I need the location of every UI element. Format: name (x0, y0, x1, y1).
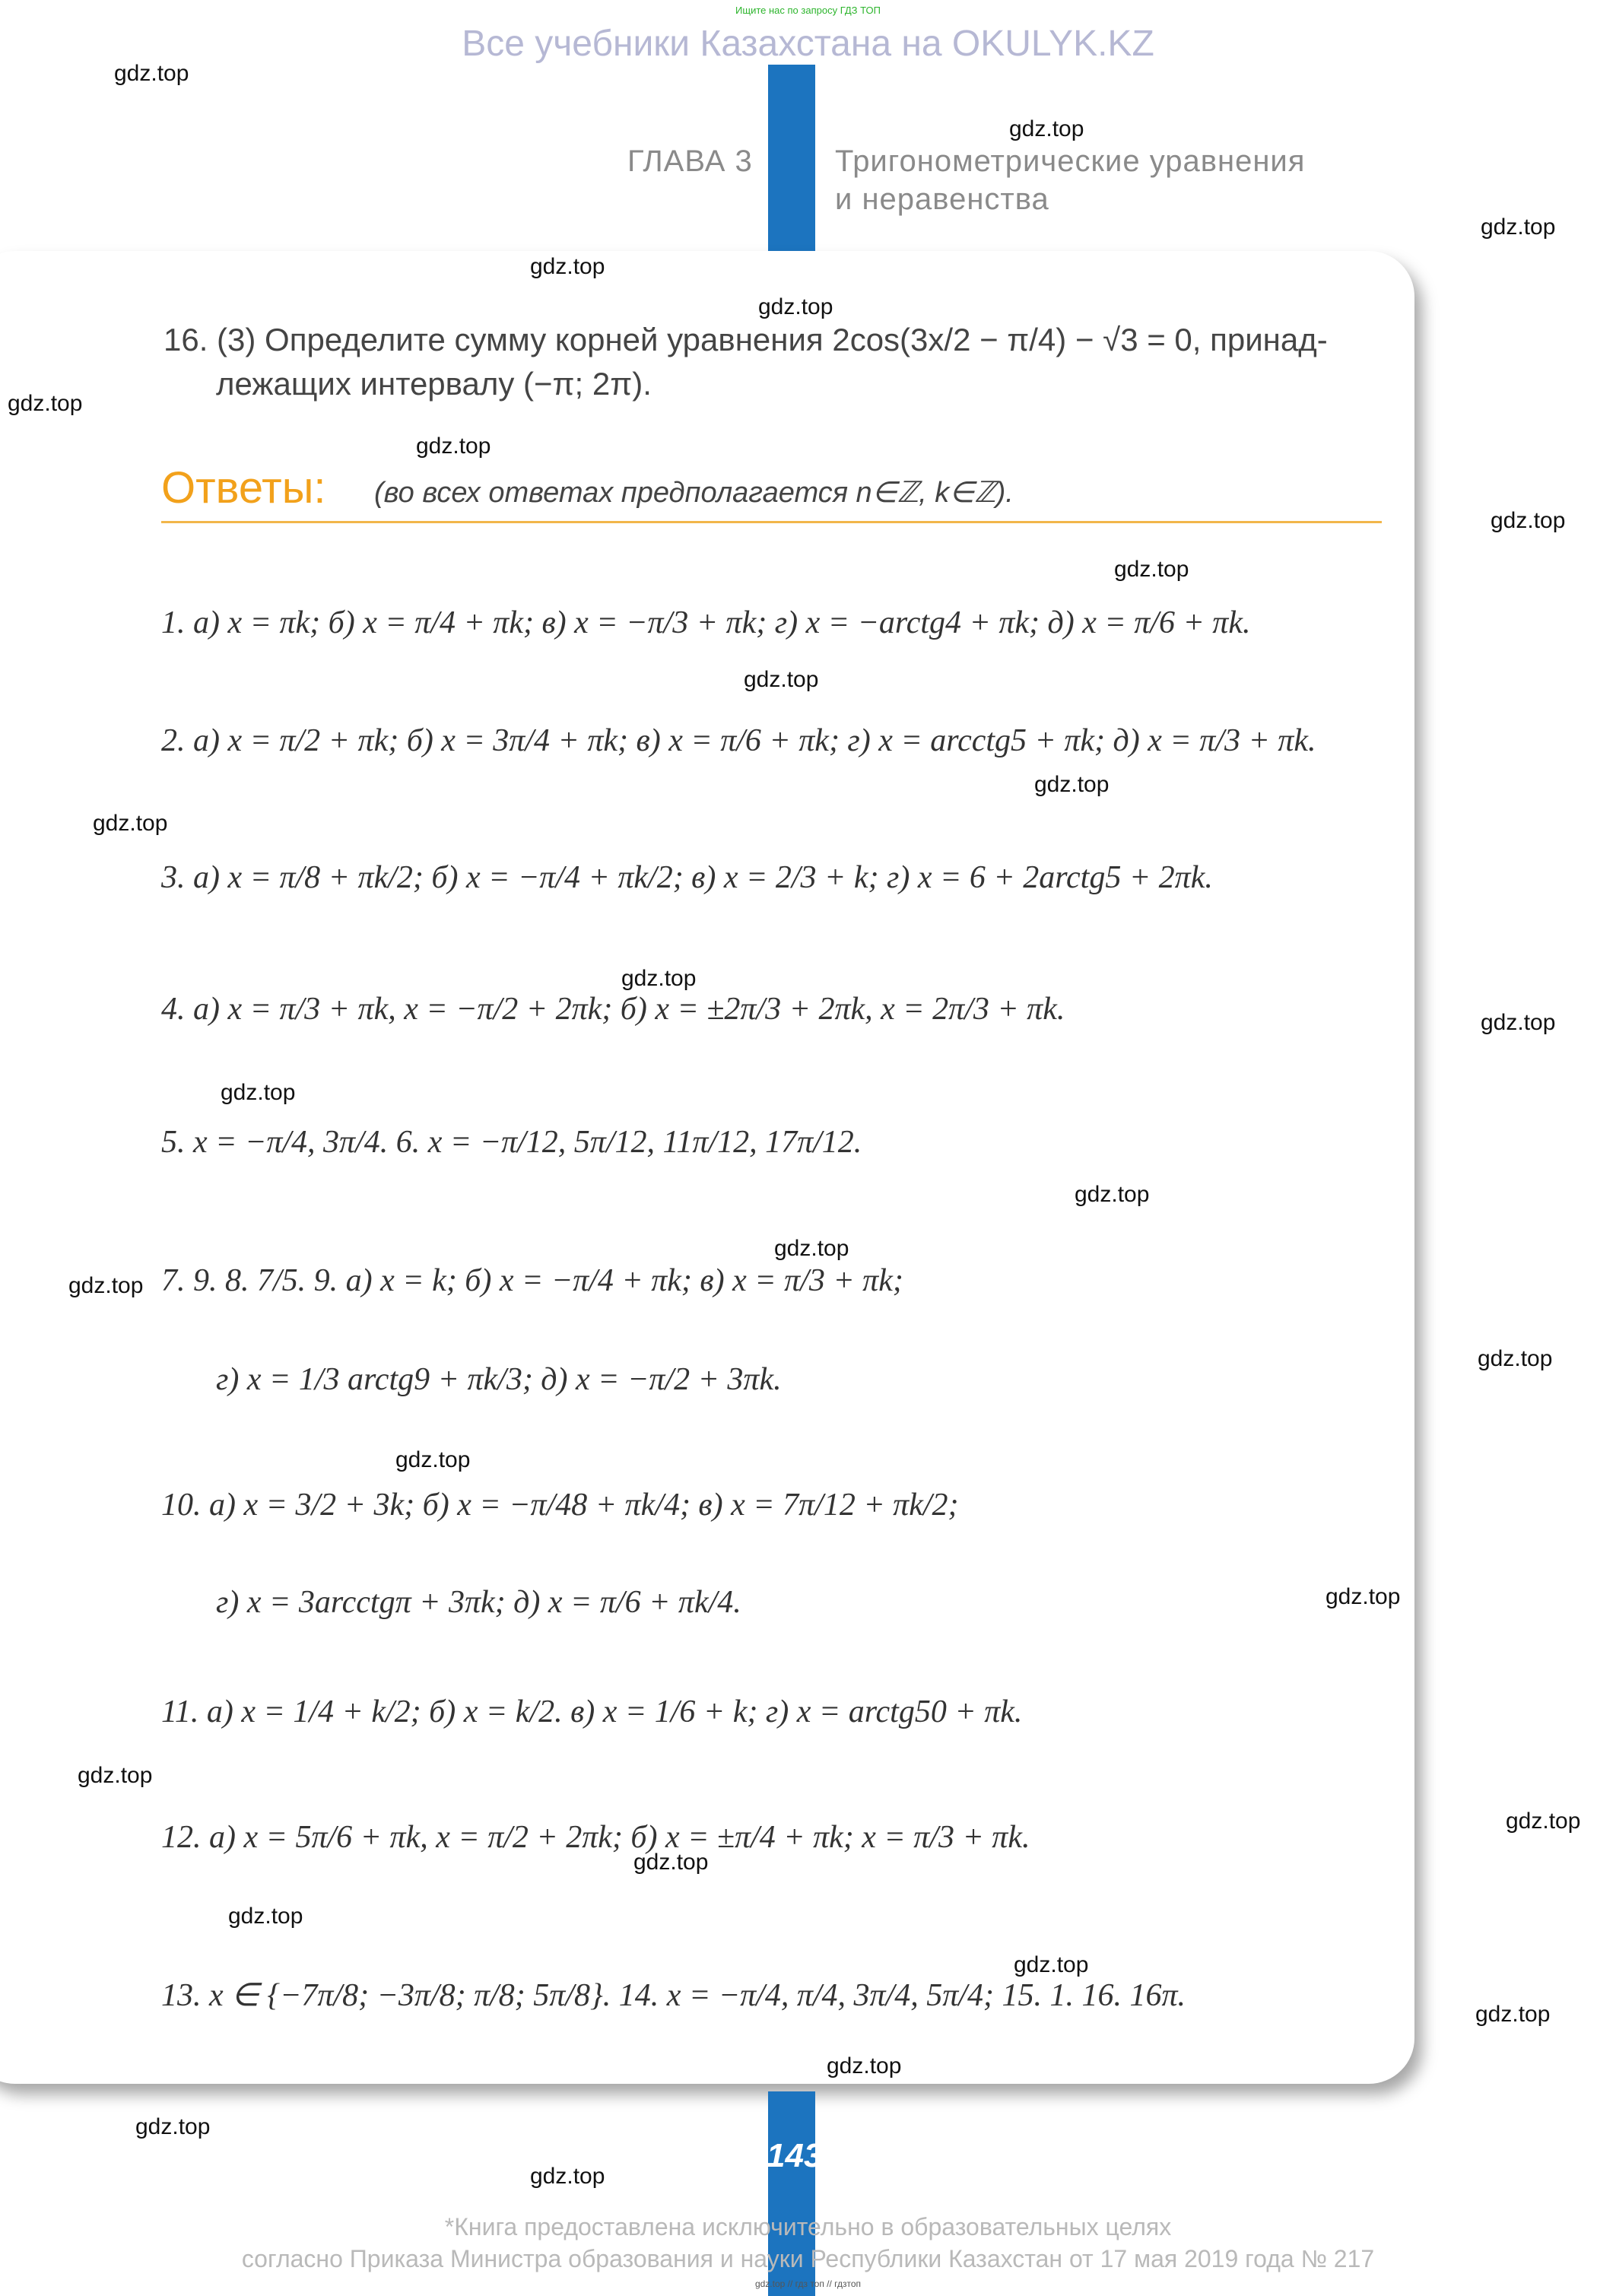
watermark: gdz.top (1034, 772, 1110, 797)
answer-row-3: 3. а) x = π/8 + πk/2; б) x = −π/4 + πk/2; в) x = 2/3 + k; г) x = 6 + 2arctg5 + 2πk. (161, 860, 1213, 895)
answer-row-1: 1. а) x = πk; б) x = π/4 + πk; в) x = −π/3 + πk; г) x = −arctg4 + πk; д) x = π/6 + πk. (161, 605, 1251, 640)
watermark: gdz.top (827, 2053, 902, 2078)
answer-row-10-cont: г) x = 3arcctgπ + 3πk; д) x = π/6 + πk/4. (216, 1585, 741, 1620)
watermark: gdz.top (530, 2164, 605, 2189)
watermark: gdz.top (1481, 1010, 1556, 1035)
answer-row-4: 4. а) x = π/3 + πk, x = −π/2 + 2πk; б) x = ±2π/3 + 2πk, x = 2π/3 + πk. (161, 992, 1065, 1027)
watermark: gdz.top (1114, 557, 1189, 582)
footer-line2: согласно Приказа Министра образования и науки Республики Казахстан от 17 мая 2019 года № 217 (241, 2245, 1375, 2272)
watermark: gdz.top (395, 1447, 471, 1472)
watermark: gdz.top (1478, 1346, 1553, 1371)
watermark: gdz.top (774, 1236, 849, 1261)
chapter-title-line2: и неравенства (835, 183, 1049, 216)
chapter-label: ГЛАВА 3 (627, 144, 753, 178)
watermark: gdz.top (114, 61, 189, 86)
watermark: gdz.top (744, 667, 819, 692)
answers-card (0, 251, 1414, 2084)
watermark: gdz.top (758, 294, 833, 319)
watermark: gdz.top (8, 391, 83, 416)
watermark: gdz.top (221, 1080, 296, 1105)
watermark: gdz.top (1009, 116, 1084, 141)
answer-row-9-cont: г) x = 1/3 arctg9 + πk/3; д) x = −π/2 + 3πk. (216, 1362, 782, 1397)
watermark: gdz.top (1075, 1182, 1150, 1207)
chapter-title-line1: Тригонометрические уравнения (835, 144, 1306, 178)
watermark: gdz.top (530, 254, 605, 279)
watermark: gdz.top (68, 1273, 144, 1298)
chapter-divider-bar (768, 65, 815, 251)
footer-small-links[interactable]: gdz.top // гдз топ // гдзтоп (754, 2279, 862, 2289)
watermark: gdz.top (1491, 508, 1566, 533)
answer-row-7-9: 7. 9. 8. 7/5. 9. а) x = k; б) x = −π/4 + πk; в) x = π/3 + πk; (161, 1263, 903, 1298)
answer-row-11: 11. а) x = 1/4 + k/2; б) x = k/2. в) x = 1/6 + k; г) x = arctg50 + πk. (161, 1694, 1023, 1729)
answer-row-10: 10. а) x = 3/2 + 3k; б) x = −π/48 + πk/4; в) x = 7π/12 + πk/2; (161, 1488, 959, 1523)
footer-line1: *Книга предоставлена исключительно в образовательных целях (444, 2213, 1172, 2240)
watermark: gdz.top (1475, 2002, 1551, 2027)
watermark: gdz.top (633, 1850, 709, 1875)
page-number: 143 (767, 2137, 823, 2174)
answer-row-5: 5. x = −π/4, 3π/4. 6. x = −π/12, 5π/12, 11π/12, 17π/12. (161, 1125, 862, 1160)
answers-note: (во всех ответах предполагается n∈ℤ, k∈ℤ). (374, 477, 1014, 509)
task-16-line2: лежащих интервалу (−π; 2π). (216, 366, 652, 402)
site-title[interactable]: Все учебники Казахстана на OKULYK.KZ (462, 24, 1154, 64)
watermark: gdz.top (416, 433, 491, 459)
answers-underline (161, 521, 1382, 523)
watermark: gdz.top (78, 1763, 153, 1788)
answer-row-12: 12. а) x = 5π/6 + πk, x = π/2 + 2πk; б) x = ±π/4 + πk; x = π/3 + πk. (161, 1820, 1030, 1855)
watermark: gdz.top (621, 966, 697, 991)
watermark: gdz.top (1506, 1809, 1581, 1834)
top-search-hint[interactable]: Ищите нас по запросу ГДЗ ТОП (735, 5, 881, 16)
watermark: gdz.top (228, 1904, 303, 1929)
answers-heading: Ответы: (161, 463, 326, 513)
answer-row-2: 2. а) x = π/2 + πk; б) x = 3π/4 + πk; в) x = π/6 + πk; г) x = arcctg5 + πk; д) x = π/3 + πk. (161, 723, 1316, 758)
watermark: gdz.top (135, 2114, 211, 2139)
watermark: gdz.top (1014, 1952, 1089, 1977)
watermark: gdz.top (1326, 1584, 1401, 1609)
answer-row-13-16: 13. x ∈ {−7π/8; −3π/8; π/8; 5π/8}. 14. x = −π/4, π/4, 3π/4, 5π/4; 15. 1. 16. 16π. (161, 1978, 1186, 2013)
task-16-line1: 16. (3) Определите сумму корней уравнения 2cos(3x/2 − π/4) − √3 = 0, принад- (164, 322, 1328, 357)
watermark: gdz.top (93, 811, 168, 836)
watermark: gdz.top (1481, 214, 1556, 240)
